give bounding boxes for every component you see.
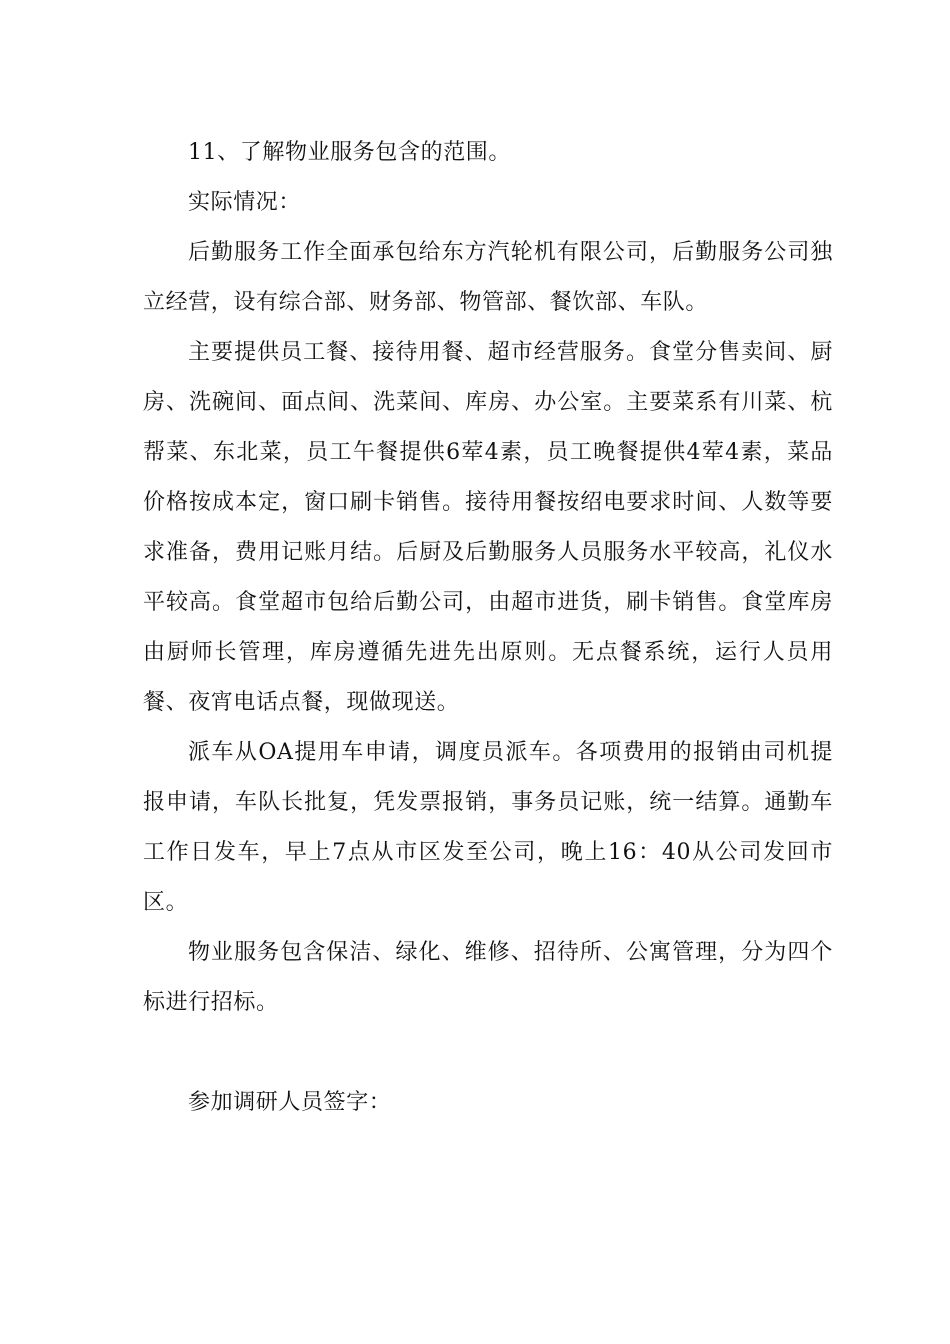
- section-heading: 11、了解物业服务包含的范围。: [188, 140, 511, 165]
- document-body: [143, 128, 833, 1128]
- paragraph-catering: 主要提供员工餐、接待用餐、超市经营服务。食堂分售卖间、厨房、洗碗间、面点间、洗菜间、库房、办公室。主要菜系有川菜、杭帮菜、东北菜，员工午餐提供6荤4素，员工晚餐提供4荤4素，菜品价格按成本定，窗口刷卡销售。接待用餐按绍电要求时间、人数等要求准备，费用记账月结。后厨及后勤服务人员服务水平较高，礼仪水平较高。食堂超市包给后勤公司，由超市进货，刷卡销售。食堂库房由厨师长管理，库房遵循先进先出原则。无点餐系统，运行人员用餐、夜宵电话点餐，现做现送。: [143, 340, 833, 715]
- paragraph-property-services: 物业服务包含保洁、绿化、维修、招待所、公寓管理，分为四个标进行招标。: [143, 940, 833, 1015]
- signature-label: 参加调研人员签字：: [188, 1090, 392, 1115]
- paragraph-logistics: 后勤服务工作全面承包给东方汽轮机有限公司，后勤服务公司独立经营，设有综合部、财务部、物管部、餐饮部、车队。: [143, 240, 833, 315]
- paragraph-vehicles: 派车从OA提用车申请，调度员派车。各项费用的报销由司机提报申请，车队长批复，凭发票报销，事务员记账，统一结算。通勤车工作日发车，早上7点从市区发至公司，晚上16：40从公司发回市区。: [143, 740, 833, 915]
- actual-situation-label: 实际情况：: [188, 190, 302, 215]
